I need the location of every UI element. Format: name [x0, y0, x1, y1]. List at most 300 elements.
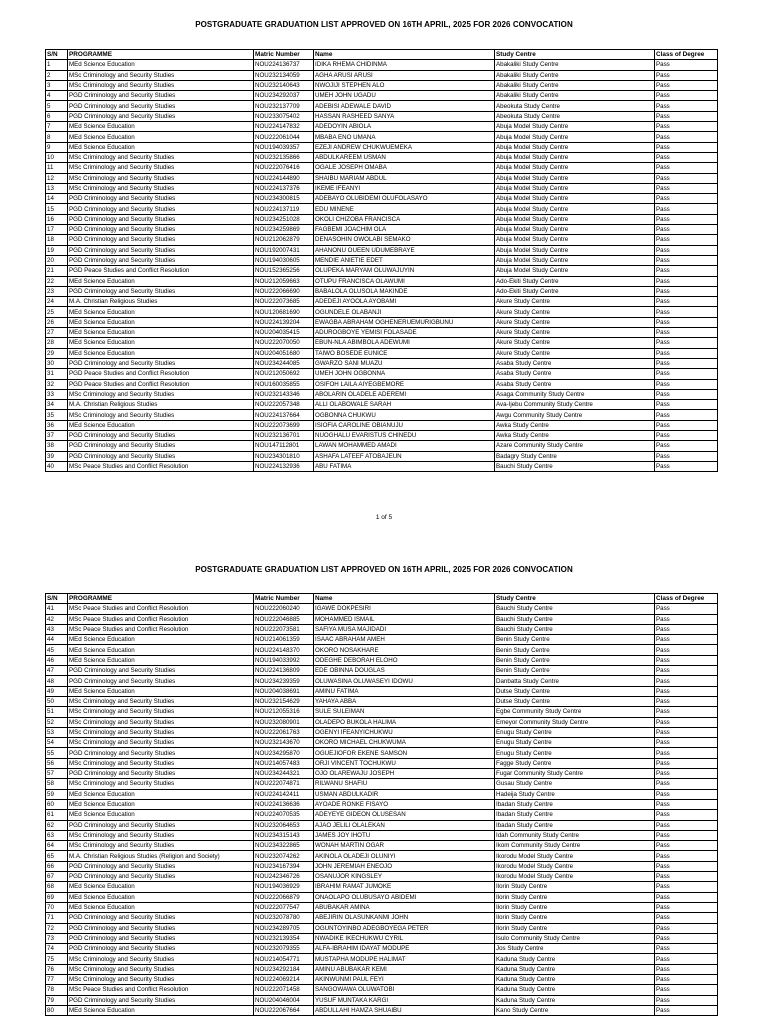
study-centre-cell: Akure Study Centre [495, 348, 655, 358]
study-centre-cell: Asaba Study Centre [495, 379, 655, 389]
programme-cell: PGD Criminology and Security Studies [68, 286, 254, 296]
programme-cell: PGD Criminology and Security Studies [68, 933, 254, 943]
class-of-degree-cell: Pass [655, 645, 718, 655]
table-row [46, 255, 718, 265]
class-of-degree-cell: Pass [655, 451, 718, 461]
table-row [46, 111, 718, 121]
class-of-degree-cell: Pass [655, 738, 718, 748]
sn-cell: 27 [46, 328, 68, 338]
matric-number-cell: NOU222067664 [254, 1005, 314, 1015]
table-row [46, 666, 718, 676]
table-row [46, 235, 718, 245]
table-row [46, 338, 718, 348]
matric-number-cell: NOU232143346 [254, 389, 314, 399]
sn-cell: 21 [46, 266, 68, 276]
study-centre-cell: Kaduna Study Centre [495, 954, 655, 964]
name-cell: OGBONNA CHUKWU [314, 410, 495, 420]
sn-cell: 45 [46, 645, 68, 655]
study-centre-cell: Benin Study Centre [495, 635, 655, 645]
matric-number-cell: NOU224137376 [254, 183, 314, 193]
programme-cell: PGD Criminology and Security Studies [68, 430, 254, 440]
class-of-degree-cell: Pass [655, 995, 718, 1005]
name-cell: IGAWE DOKPESIRI [314, 604, 495, 614]
name-cell: AKINOLA OLADEJI OLUNIYI [314, 851, 495, 861]
programme-cell: MSc Criminology and Security Studies [68, 738, 254, 748]
name-cell: MUSTAPHA MODUPE HALIMAT [314, 954, 495, 964]
study-centre-cell: Akure Study Centre [495, 297, 655, 307]
sn-cell: 32 [46, 379, 68, 389]
matric-number-cell: NOU224148370 [254, 645, 314, 655]
name-cell: EWAGBA ABRAHAM OGHENERUEMURIGBUNU [314, 317, 495, 327]
table-row [46, 328, 718, 338]
table-row [46, 604, 718, 614]
name-cell: USMAN ABDULKADIR [314, 789, 495, 799]
programme-cell: PGD Criminology and Security Studies [68, 441, 254, 451]
study-centre-cell: Fagge Study Centre [495, 758, 655, 768]
study-centre-cell: Abuja Model Study Centre [495, 255, 655, 265]
study-centre-cell: Kaduna Study Centre [495, 995, 655, 1005]
name-cell: SANGOWAWA OLUWATOBI [314, 985, 495, 995]
class-of-degree-cell: Pass [655, 841, 718, 851]
table-row [46, 851, 718, 861]
matric-number-cell: NOU222066690 [254, 286, 314, 296]
class-of-degree-cell: Pass [655, 933, 718, 943]
study-centre-cell: Abuja Model Study Centre [495, 183, 655, 193]
programme-cell: MSc Criminology and Security Studies [68, 173, 254, 183]
study-centre-cell: Fugar Community Study Centre [495, 769, 655, 779]
study-centre-cell: Kano Study Centre [495, 1005, 655, 1015]
study-centre-cell: Abeokuta Study Centre [495, 111, 655, 121]
programme-cell: PGD Criminology and Security Studies [68, 204, 254, 214]
table-row [46, 142, 718, 152]
class-of-degree-cell: Pass [655, 338, 718, 348]
name-cell: ABUBAKAR AMINA [314, 902, 495, 912]
name-cell: SULE SULEIMAN [314, 707, 495, 717]
matric-number-cell: NOU194036929 [254, 882, 314, 892]
sn-cell: 33 [46, 389, 68, 399]
sn-cell: 42 [46, 614, 68, 624]
name-cell: NWOJIJI STEPHEN ALO [314, 80, 495, 90]
name-cell: ONAOLAPO OLUBUSAYO ABIDEMI [314, 892, 495, 902]
name-cell: ABU FATIMA [314, 461, 495, 471]
sn-cell: 19 [46, 245, 68, 255]
programme-cell: MEd Science Education [68, 348, 254, 358]
sn-cell: 60 [46, 799, 68, 809]
study-centre-cell: Abuja Model Study Centre [495, 152, 655, 162]
sn-cell: 8 [46, 132, 68, 142]
sn-cell: 38 [46, 441, 68, 451]
matric-number-cell: NOU232139354 [254, 933, 314, 943]
study-centre-cell: Kaduna Study Centre [495, 985, 655, 995]
sn-cell: 36 [46, 420, 68, 430]
study-centre-cell: Ibadan Study Centre [495, 799, 655, 809]
sn-cell: 69 [46, 892, 68, 902]
table-row [46, 80, 718, 90]
page-title: POSTGRADUATE GRADUATION LIST APPROVED ON 16TH APRIL, 2025 FOR 2026 CONVOCATION [195, 20, 573, 29]
name-cell: UMEH JOHN UGADU [314, 91, 495, 101]
sn-cell: 50 [46, 696, 68, 706]
name-cell: MENDIE ANIETIE EDET [314, 255, 495, 265]
study-centre-cell: Jos Study Centre [495, 944, 655, 954]
class-of-degree-cell: Pass [655, 266, 718, 276]
study-centre-cell: Ado-Ekiti Study Centre [495, 276, 655, 286]
table-row [46, 451, 718, 461]
name-cell: JOHN JEREMIAH ENEOJO [314, 861, 495, 871]
study-centre-cell: Akure Study Centre [495, 317, 655, 327]
study-centre-cell: Ilorin Study Centre [495, 913, 655, 923]
graduation-table [45, 49, 718, 472]
study-centre-cell: Emeyor Community Study Centre [495, 717, 655, 727]
table-row [46, 420, 718, 430]
matric-number-cell: NOU234244321 [254, 769, 314, 779]
study-centre-cell: Enugu Study Centre [495, 727, 655, 737]
study-centre-cell: Abuja Model Study Centre [495, 204, 655, 214]
programme-cell: M.A. Christian Religious Studies [68, 297, 254, 307]
table-header [46, 50, 718, 60]
matric-number-cell: NOU222057348 [254, 400, 314, 410]
programme-cell: MSc Criminology and Security Studies [68, 830, 254, 840]
name-cell: ABEJIRIN OLASUNKANMI JOHN [314, 913, 495, 923]
name-cell: IDIKA RHEMA CHIDINMA [314, 60, 495, 70]
name-cell: ABDULLAHI HAMZA SHUAIBU [314, 1005, 495, 1015]
class-of-degree-cell: Pass [655, 686, 718, 696]
table-row [46, 204, 718, 214]
programme-cell: MEd Science Education [68, 142, 254, 152]
class-of-degree-cell: Pass [655, 204, 718, 214]
name-cell: OLUWASINA OLUWASEYI IDOWU [314, 676, 495, 686]
matric-number-cell: NOU224144890 [254, 173, 314, 183]
study-centre-cell: Hadeija Study Centre [495, 789, 655, 799]
matric-number-cell: NOU233075402 [254, 111, 314, 121]
sn-cell: 12 [46, 173, 68, 183]
table-row [46, 758, 718, 768]
class-of-degree-cell: Pass [655, 132, 718, 142]
matric-number-cell: NOU192007431 [254, 245, 314, 255]
class-of-degree-cell: Pass [655, 410, 718, 420]
sn-cell: 7 [46, 122, 68, 132]
matric-number-cell: NOU160035855 [254, 379, 314, 389]
name-cell: IBRAHIM RAMAT JUMOKE [314, 882, 495, 892]
study-centre-cell: Dutse Study Centre [495, 696, 655, 706]
name-cell: EDU MINENE [314, 204, 495, 214]
matric-number-cell: NOU224136809 [254, 666, 314, 676]
page-title: POSTGRADUATE GRADUATION LIST APPROVED ON 16TH APRIL, 2025 FOR 2026 CONVOCATION [195, 565, 573, 574]
class-of-degree-cell: Pass [655, 892, 718, 902]
programme-cell: PGD Criminology and Security Studies [68, 255, 254, 265]
matric-number-cell: NOU120681690 [254, 307, 314, 317]
study-centre-cell: Idah Community Study Centre [495, 830, 655, 840]
table-row [46, 441, 718, 451]
table-row [46, 152, 718, 162]
matric-number-cell: NOU222071458 [254, 985, 314, 995]
programme-cell: PGD Criminology and Security Studies [68, 214, 254, 224]
name-cell: ALFA-IBRAHIM IDAYAT MODUPE [314, 944, 495, 954]
sn-cell: 30 [46, 358, 68, 368]
table-row [46, 91, 718, 101]
matric-number-cell: NOU232080901 [254, 717, 314, 727]
name-cell: AHANONU OUEEN UDUMEBRAYE [314, 245, 495, 255]
table-row [46, 60, 718, 70]
programme-cell: PGD Criminology and Security Studies [68, 111, 254, 121]
study-centre-cell: Abuja Model Study Centre [495, 194, 655, 204]
table-row [46, 779, 718, 789]
class-of-degree-cell: Pass [655, 944, 718, 954]
table-row [46, 676, 718, 686]
name-cell: AJAO JELILI OLALEKAN [314, 820, 495, 830]
table-row [46, 799, 718, 809]
column-header-matric-number: Matric Number [254, 594, 314, 604]
matric-number-cell: NOU224142411 [254, 789, 314, 799]
class-of-degree-cell: Pass [655, 111, 718, 121]
programme-cell: PGD Criminology and Security Studies [68, 861, 254, 871]
class-of-degree-cell: Pass [655, 810, 718, 820]
name-cell: OLUPEKA MARYAM OLUWAJUYIN [314, 266, 495, 276]
name-cell: AYOADE RONKE FISAYO [314, 799, 495, 809]
study-centre-cell: Akure Study Centre [495, 338, 655, 348]
class-of-degree-cell: Pass [655, 328, 718, 338]
sn-cell: 61 [46, 810, 68, 820]
name-cell: AMINU ABUBAKAR KEMI [314, 964, 495, 974]
name-cell: OGUNTOYINBO ADEGBOYEGA PETER [314, 923, 495, 933]
matric-number-cell: NOU234251028 [254, 214, 314, 224]
programme-cell: MEd Science Education [68, 799, 254, 809]
matric-number-cell: NOU224132936 [254, 461, 314, 471]
matric-number-cell: NOU222061763 [254, 727, 314, 737]
programme-cell: MSc Peace Studies and Conflict Resolution [68, 614, 254, 624]
class-of-degree-cell: Pass [655, 122, 718, 132]
name-cell: NUOGHALU EVARISTUS CHINEDU [314, 430, 495, 440]
class-of-degree-cell: Pass [655, 830, 718, 840]
programme-cell: MSc Criminology and Security Studies [68, 717, 254, 727]
class-of-degree-cell: Pass [655, 1005, 718, 1015]
name-cell: SHAIBU MARIAM ABDUL [314, 173, 495, 183]
sn-cell: 68 [46, 882, 68, 892]
matric-number-cell: NOU232064653 [254, 820, 314, 830]
programme-cell: MEd Science Education [68, 902, 254, 912]
matric-number-cell: NOU232154629 [254, 696, 314, 706]
programme-cell: MSc Peace Studies and Conflict Resolution [68, 985, 254, 995]
programme-cell: MEd Science Education [68, 645, 254, 655]
column-header-sn: S/N [46, 50, 68, 60]
matric-number-cell: NOU234295870 [254, 748, 314, 758]
class-of-degree-cell: Pass [655, 779, 718, 789]
matric-number-cell: NOU222073581 [254, 624, 314, 634]
matric-number-cell: NOU224139204 [254, 317, 314, 327]
table-row [46, 379, 718, 389]
name-cell: ISAAC ABRAHAM AMEH [314, 635, 495, 645]
class-of-degree-cell: Pass [655, 369, 718, 379]
sn-cell: 5 [46, 101, 68, 111]
matric-number-cell: NOU234292037 [254, 91, 314, 101]
sn-cell: 20 [46, 255, 68, 265]
name-cell: UMEH JOHN OGBONNA [314, 369, 495, 379]
class-of-degree-cell: Pass [655, 420, 718, 430]
class-of-degree-cell: Pass [655, 358, 718, 368]
study-centre-cell: Abuja Model Study Centre [495, 214, 655, 224]
study-centre-cell: Abuja Model Study Centre [495, 122, 655, 132]
sn-cell: 10 [46, 152, 68, 162]
class-of-degree-cell: Pass [655, 655, 718, 665]
table-row [46, 163, 718, 173]
table-row [46, 820, 718, 830]
programme-cell: MSc Criminology and Security Studies [68, 841, 254, 851]
class-of-degree-cell: Pass [655, 974, 718, 984]
name-cell: ABDULKAREEM USMAN [314, 152, 495, 162]
class-of-degree-cell: Pass [655, 913, 718, 923]
class-of-degree-cell: Pass [655, 799, 718, 809]
programme-cell: MSc Criminology and Security Studies [68, 696, 254, 706]
matric-number-cell: NOU214057483 [254, 758, 314, 768]
name-cell: OTUPU FRANCISCA OLAWUMI [314, 276, 495, 286]
class-of-degree-cell: Pass [655, 666, 718, 676]
sn-cell: 46 [46, 655, 68, 665]
study-centre-cell: Bauchi Study Centre [495, 624, 655, 634]
sn-cell: 56 [46, 758, 68, 768]
table-row [46, 933, 718, 943]
matric-number-cell: NOU232074262 [254, 851, 314, 861]
programme-cell: MSc Criminology and Security Studies [68, 183, 254, 193]
matric-number-cell: NOU214054771 [254, 954, 314, 964]
table-row [46, 892, 718, 902]
sn-cell: 52 [46, 717, 68, 727]
sn-cell: 15 [46, 204, 68, 214]
sn-cell: 48 [46, 676, 68, 686]
class-of-degree-cell: Pass [655, 214, 718, 224]
table-row [46, 369, 718, 379]
matric-number-cell: NOU204035415 [254, 328, 314, 338]
programme-cell: PGD Criminology and Security Studies [68, 91, 254, 101]
sn-cell: 70 [46, 902, 68, 912]
programme-cell: MEd Science Education [68, 882, 254, 892]
table-row [46, 707, 718, 717]
study-centre-cell: Benin Study Centre [495, 655, 655, 665]
programme-cell: PGD Criminology and Security Studies [68, 666, 254, 676]
programme-cell: PGD Criminology and Security Studies [68, 358, 254, 368]
sn-cell: 26 [46, 317, 68, 327]
class-of-degree-cell: Pass [655, 430, 718, 440]
matric-number-cell: NOU234300815 [254, 194, 314, 204]
name-cell: ADEBAYO OLUBIDEMI OLUFOLASAYO [314, 194, 495, 204]
class-of-degree-cell: Pass [655, 152, 718, 162]
matric-number-cell: NOU222070050 [254, 338, 314, 348]
matric-number-cell: NOU232137709 [254, 101, 314, 111]
sn-cell: 80 [46, 1005, 68, 1015]
sn-cell: 39 [46, 451, 68, 461]
table-row [46, 974, 718, 984]
class-of-degree-cell: Pass [655, 225, 718, 235]
column-header-programme: PROGRAMME [68, 50, 254, 60]
class-of-degree-cell: Pass [655, 70, 718, 80]
sn-cell: 22 [46, 276, 68, 286]
matric-number-cell: NOU234239359 [254, 676, 314, 686]
name-cell: AGHA ARUSI ARUSI [314, 70, 495, 80]
study-centre-cell: Awka Study Centre [495, 430, 655, 440]
table-row [46, 183, 718, 193]
sn-cell: 77 [46, 974, 68, 984]
table-row [46, 923, 718, 933]
class-of-degree-cell: Pass [655, 748, 718, 758]
matric-number-cell: NOU212059663 [254, 276, 314, 286]
sn-cell: 43 [46, 624, 68, 634]
programme-cell: PGD Peace Studies and Conflict Resolution [68, 369, 254, 379]
table-body [46, 60, 718, 472]
sn-cell: 72 [46, 923, 68, 933]
name-cell: IKEME IFEANYI [314, 183, 495, 193]
matric-number-cell: NOU222061044 [254, 132, 314, 142]
name-cell: RILWANU SHAFIU [314, 779, 495, 789]
matric-number-cell: NOU194039357 [254, 142, 314, 152]
class-of-degree-cell: Pass [655, 614, 718, 624]
sn-cell: 9 [46, 142, 68, 152]
sn-cell: 17 [46, 225, 68, 235]
name-cell: LAWAN MOHAMMED AMADI [314, 441, 495, 451]
study-centre-cell: Bauchi Study Centre [495, 461, 655, 471]
column-header-study-centre: Study Centre [495, 594, 655, 604]
sn-cell: 11 [46, 163, 68, 173]
sn-cell: 58 [46, 779, 68, 789]
class-of-degree-cell: Pass [655, 255, 718, 265]
sn-cell: 37 [46, 430, 68, 440]
programme-cell: PGD Criminology and Security Studies [68, 101, 254, 111]
sn-cell: 24 [46, 297, 68, 307]
table-body [46, 604, 718, 1016]
name-cell: EBUN-NLA ABIMBOLA ADEWUMI [314, 338, 495, 348]
class-of-degree-cell: Pass [655, 789, 718, 799]
programme-cell: PGD Criminology and Security Studies [68, 451, 254, 461]
name-cell: ADEDOYIN ABIOLA [314, 122, 495, 132]
study-centre-cell: Egbe Community Study Centre [495, 707, 655, 717]
study-centre-cell: Abakaliki Study Centre [495, 80, 655, 90]
programme-cell: MEd Science Education [68, 60, 254, 70]
table-row [46, 122, 718, 132]
study-centre-cell: Abuja Model Study Centre [495, 132, 655, 142]
study-centre-cell: Abuja Model Study Centre [495, 173, 655, 183]
name-cell: ABOLARIN OLADELE ADEREMI [314, 389, 495, 399]
programme-cell: MEd Science Education [68, 892, 254, 902]
matric-number-cell: NOU214061359 [254, 635, 314, 645]
name-cell: FAGBEMI JOACHIM OLA [314, 225, 495, 235]
study-centre-cell: Ilorin Study Centre [495, 923, 655, 933]
column-header-matric-number: Matric Number [254, 50, 314, 60]
table-row [46, 317, 718, 327]
class-of-degree-cell: Pass [655, 173, 718, 183]
programme-cell: PGD Criminology and Security Studies [68, 235, 254, 245]
table-row [46, 635, 718, 645]
name-cell: ISIOFIA CAROLINE OBIANUJU [314, 420, 495, 430]
table-row [46, 1005, 718, 1015]
programme-cell: MSc Criminology and Security Studies [68, 954, 254, 964]
sn-cell: 54 [46, 738, 68, 748]
table-row [46, 461, 718, 471]
study-centre-cell: Abakaliki Study Centre [495, 70, 655, 80]
programme-cell: MEd Science Education [68, 1005, 254, 1015]
name-cell: OJO OLAREWAJU JOSEPH [314, 769, 495, 779]
table-row [46, 430, 718, 440]
programme-cell: MSc Peace Studies and Conflict Resolution [68, 461, 254, 471]
sn-cell: 44 [46, 635, 68, 645]
programme-cell: MSc Criminology and Security Studies [68, 758, 254, 768]
study-centre-cell: Benin Study Centre [495, 645, 655, 655]
programme-cell: MEd Science Education [68, 328, 254, 338]
sn-cell: 73 [46, 933, 68, 943]
name-cell: SAFIYA MUSA MAJIDADI [314, 624, 495, 634]
column-header-sn: S/N [46, 594, 68, 604]
table-row [46, 266, 718, 276]
programme-cell: MEd Science Education [68, 122, 254, 132]
sn-cell: 49 [46, 686, 68, 696]
matric-number-cell: NOU222060240 [254, 604, 314, 614]
name-cell: ADEYEYE GIDEON OLUSESAN [314, 810, 495, 820]
